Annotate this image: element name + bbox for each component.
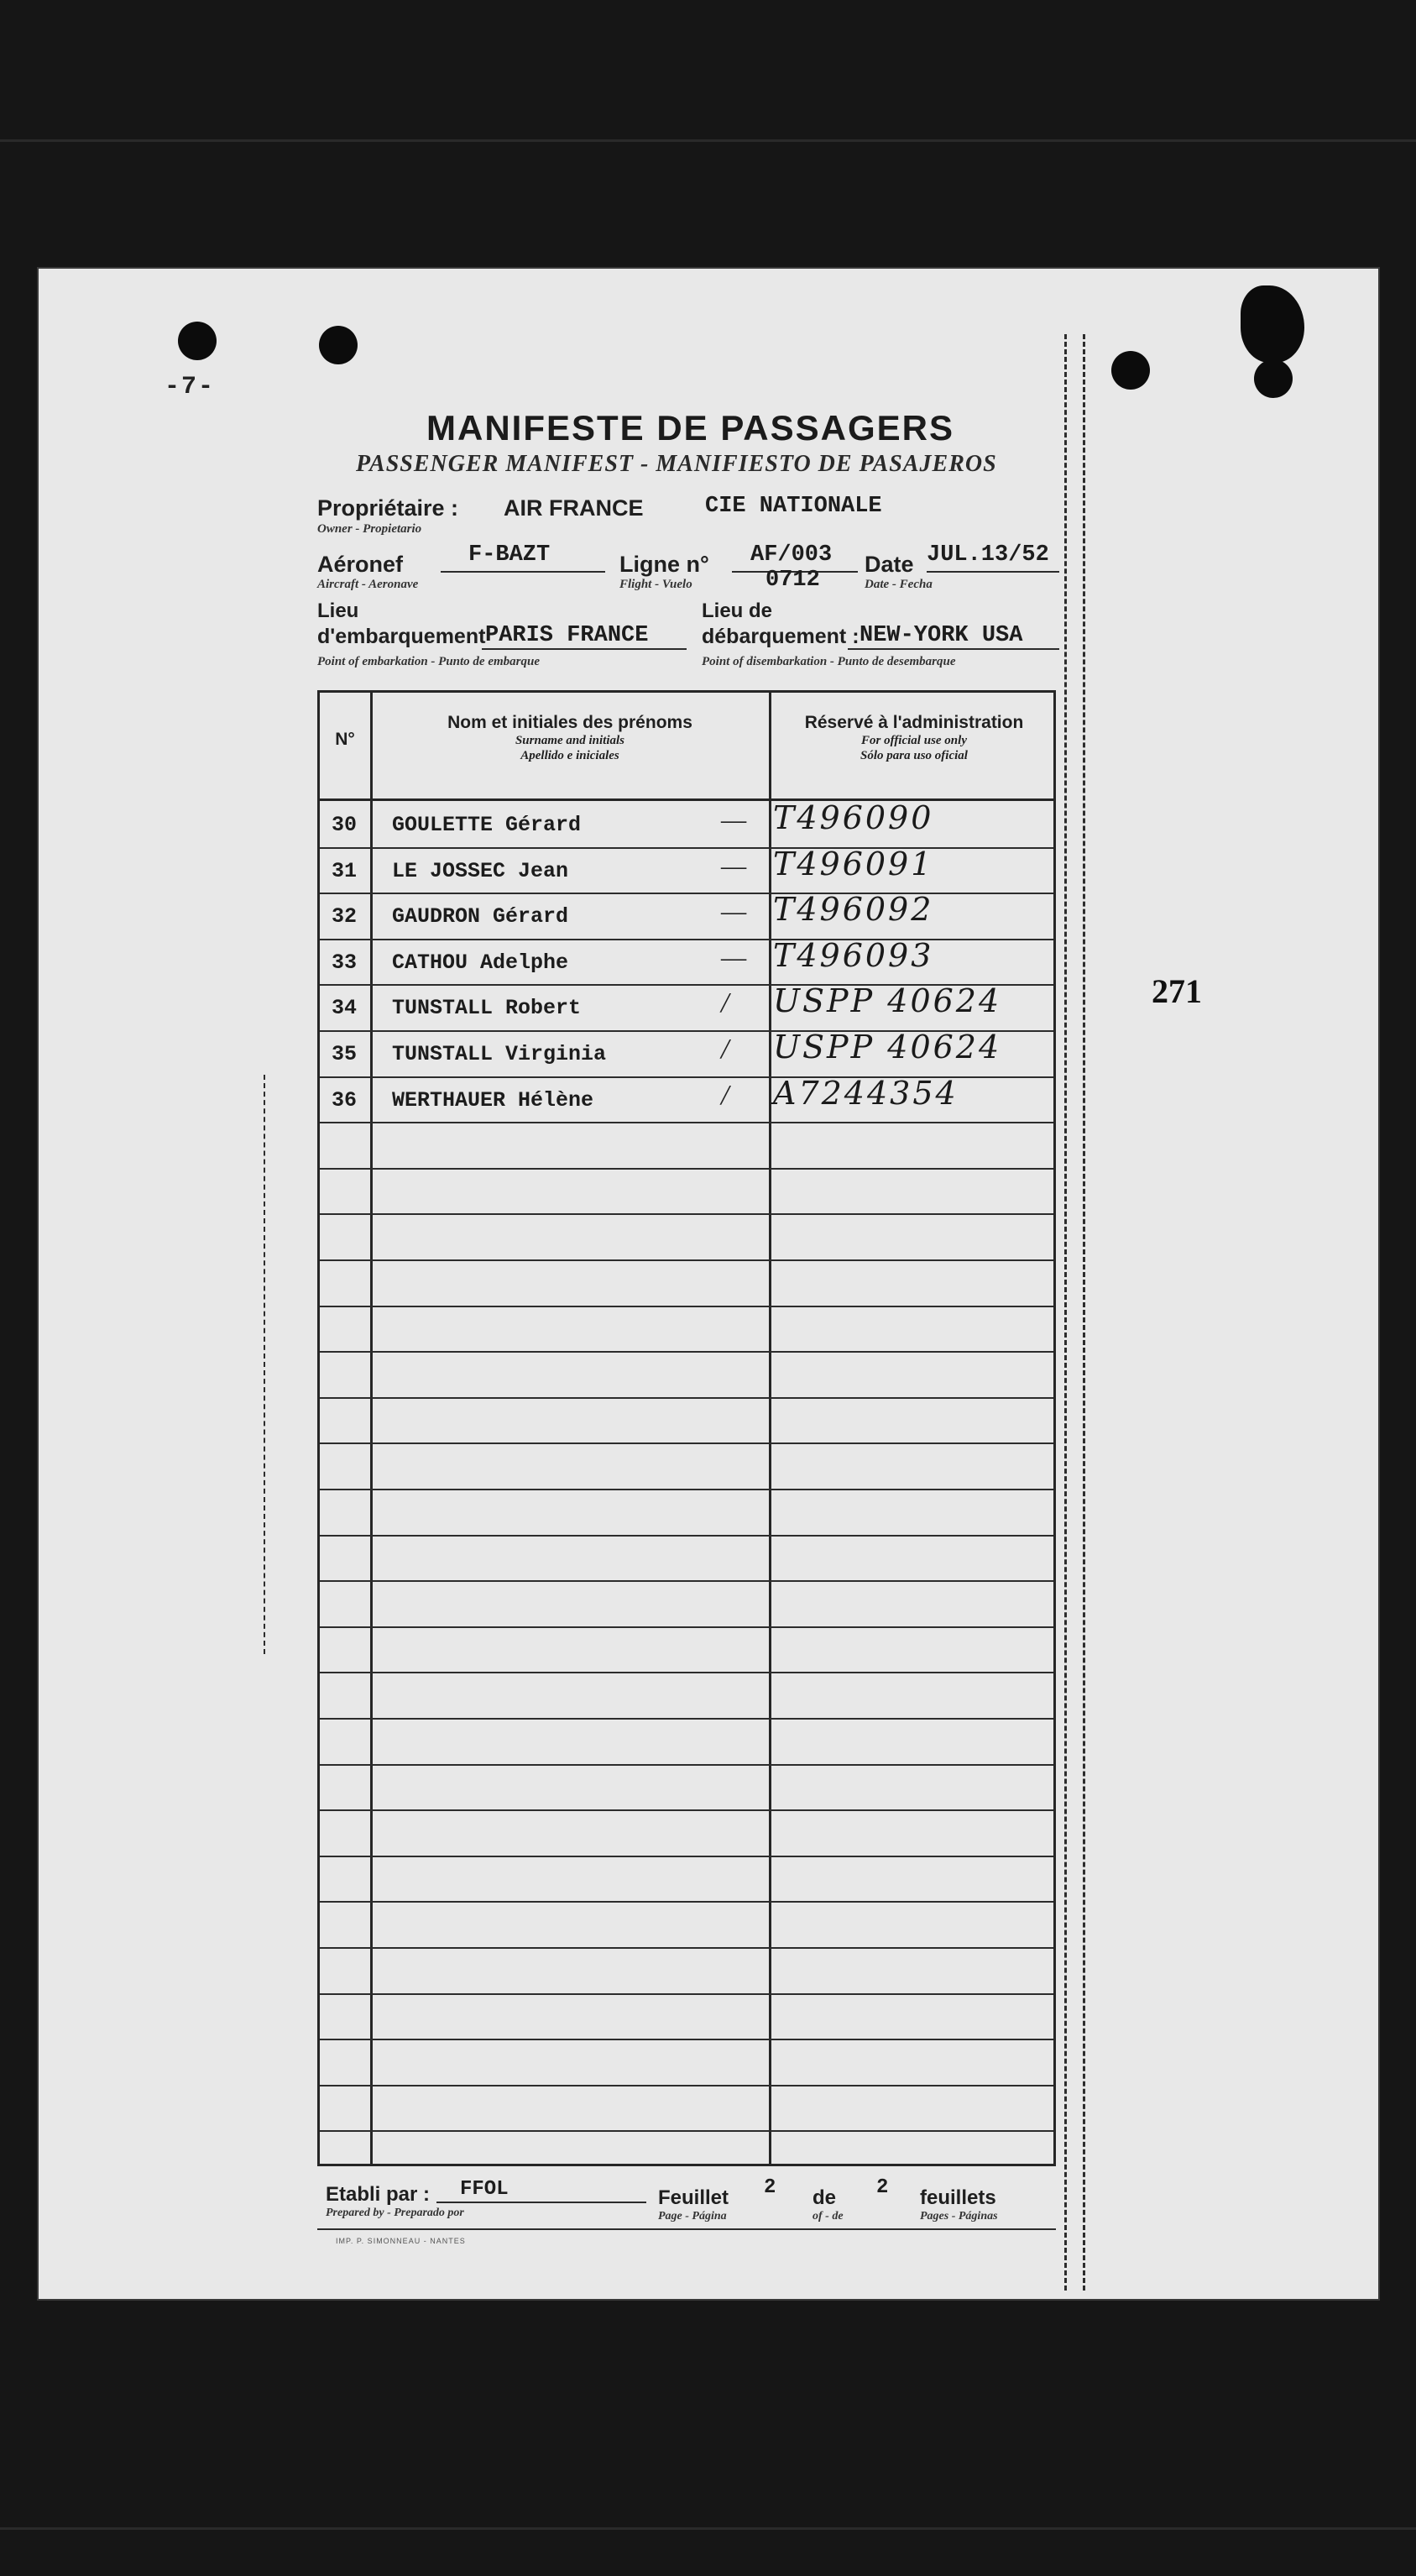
row-rule [320,1856,1053,1857]
side-page-number: 271 [1152,972,1202,1010]
check-mark: — [721,896,747,928]
official-number: USPP 40624 [773,1029,1002,1065]
passenger-name: GOULETTE Gérard [392,813,582,837]
column-header-no: N° [335,730,355,749]
punch-hole-left-2 [319,326,358,364]
column-header-name: Nom et initiales des prénoms Surname and initials Apellido e iniciales [447,713,692,762]
row-rule [320,1626,1053,1628]
row-number: 30 [332,813,358,837]
row-rule [320,1306,1053,1307]
row-rule [320,1764,1053,1766]
passenger-name: CATHOU Adelphe [392,950,569,975]
table-row [320,845,1053,905]
left-margin-line [264,1075,265,1654]
row-number: 34 [332,996,358,1021]
row-rule [320,2039,1053,2040]
page-subtitle: PASSENGER MANIFEST - MANIFIESTO DE PASAJEROS [356,451,997,477]
punch-hole-right-2 [1254,359,1293,398]
embarkation-sub: Point of embarkation - Punto de embarque [317,655,541,668]
flight-value-2: 0712 [765,568,820,593]
table-row [320,891,1053,950]
row-rule [320,1947,1053,1949]
check-mark: — [721,850,747,882]
passenger-name: LE JOSSEC Jean [392,858,569,883]
prepared-by-value: FFOL [460,2178,509,2201]
passenger-name: TUNSTALL Robert [392,996,582,1021]
right-margin-line-2 [1083,334,1085,2291]
row-rule [320,1672,1053,1673]
passenger-table [317,690,1056,2166]
header-rule [320,798,1053,801]
page-title: MANIFESTE DE PASSAGERS [426,408,954,448]
sheet-value: 2 [764,2176,776,2199]
row-number: 33 [332,950,358,975]
flight-label: Ligne n° [619,552,709,577]
row-rule [320,1259,1053,1261]
prepared-by-sub: Prepared by - Preparado por [326,2207,464,2219]
footer-bottom-rule [317,2228,1056,2230]
aircraft-label: Aéronef [317,552,404,577]
passenger-name: GAUDRON Gérard [392,904,569,929]
owner-sub: Owner - Propietario [317,522,422,536]
aircraft-value: F-BAZT [468,542,551,568]
embarkation-underline [482,648,687,650]
date-label: Date [865,552,914,577]
check-mark: / [721,987,729,1019]
corner-mark: -7- [165,373,216,401]
row-number: 35 [332,1042,358,1066]
disembarkation-value: NEW-YORK USA [860,623,1023,648]
aircraft-underline [441,571,605,573]
pages-sub: Pages - Páginas [920,2210,998,2223]
disembarkation-label-2: débarquement : [702,625,860,648]
owner-label: Propriétaire : [317,495,459,521]
flight-sub: Flight - Vuelo [619,578,692,591]
row-rule [320,1535,1053,1537]
printer-imprint: IMP. P. SIMONNEAU - NANTES [336,2237,466,2245]
of-label: de [813,2186,837,2209]
passenger-name: WERTHAUER Hélène [392,1087,594,1113]
passenger-name: TUNSTALL Virginia [392,1042,607,1066]
check-mark: — [721,804,747,835]
row-rule [320,1901,1053,1903]
prepared-by-underline [436,2202,646,2203]
official-number: T496093 [773,936,934,974]
table-row [320,1074,1053,1134]
of-value: 2 [876,2176,889,2199]
row-rule [320,2085,1053,2086]
owner-value-printed: AIR FRANCE [504,495,644,521]
disembarkation-label-1: Lieu de [702,599,773,622]
official-number: T496090 [773,799,934,836]
embarkation-value: PARIS FRANCE [485,623,649,648]
flight-value: AF/003 [750,542,833,568]
sheet-label: Feuillet [658,2186,729,2209]
disembarkation-sub: Point of disembarkation - Punto de desembarque [702,655,956,668]
of-sub: of - de [813,2210,844,2223]
punch-hole-right-1 [1111,351,1150,390]
check-mark: — [721,941,747,973]
punch-hole-left-1 [178,322,217,360]
row-rule [320,1168,1053,1170]
row-number: 31 [332,858,358,883]
official-number: A7244354 [773,1074,959,1112]
embarkation-label-1: Lieu [317,599,359,622]
row-rule [320,1489,1053,1490]
row-rule [320,1809,1053,1811]
row-rule [320,1718,1053,1720]
row-rule [320,1397,1053,1399]
prepared-by-label: Etabli par : [326,2183,431,2206]
row-number: 36 [332,1087,358,1113]
table-row [320,799,1053,859]
row-rule [320,1993,1053,1995]
official-number: T496091 [773,845,934,882]
official-number: USPP 40624 [773,982,1002,1020]
row-rule [320,2130,1053,2132]
sheet-sub: Page - Página [658,2210,727,2223]
date-sub: Date - Fecha [865,578,933,591]
row-rule [320,1351,1053,1353]
owner-value-typed: CIE NATIONALE [705,494,882,519]
embarkation-label-2: d'embarquement [317,625,486,648]
check-mark: / [721,1079,729,1111]
date-value: JUL.13/52 [927,542,1049,568]
row-rule [320,1442,1053,1444]
column-header-admin: Réservé à l'administration For official use only Sólo para uso oficial [804,713,1024,762]
pages-label: feuillets [920,2186,996,2209]
date-underline [927,571,1059,573]
official-number: T496092 [773,891,934,929]
check-mark: / [721,1034,729,1065]
aircraft-sub: Aircraft - Aeronave [317,578,419,591]
row-rule [320,1580,1053,1582]
row-rule [320,1213,1053,1215]
disembarkation-underline [848,648,1059,650]
row-number: 32 [332,904,358,929]
right-margin-line [1064,334,1067,2291]
